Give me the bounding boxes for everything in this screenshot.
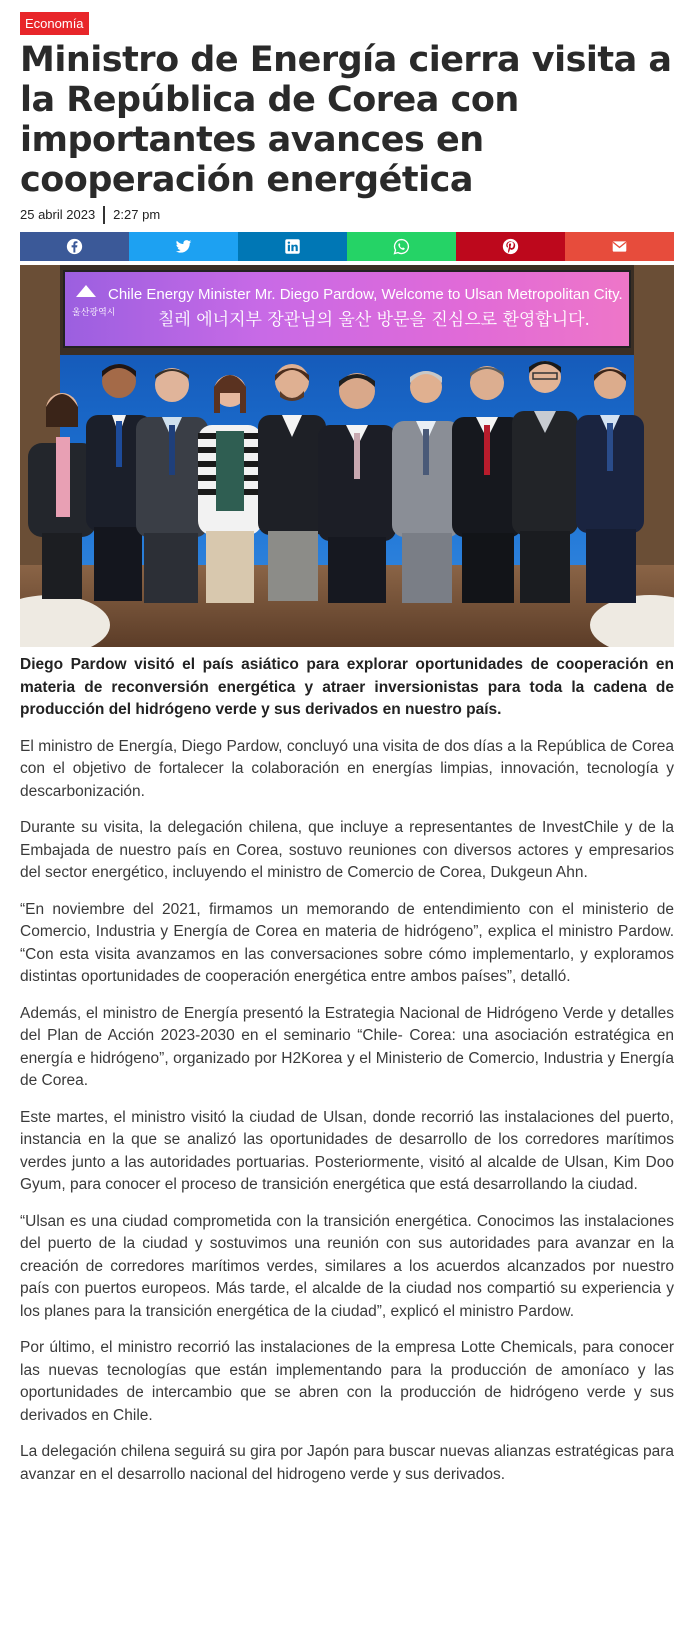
group-photo-illustration <box>20 265 674 647</box>
facebook-icon <box>66 238 83 255</box>
share-facebook-button[interactable] <box>20 232 129 261</box>
article-meta <box>20 206 674 224</box>
article-paragraph: Durante su visita, la delegación chilena, que incluye a representantes de InvestChile y de la Embajada de nuestro país en Corea, sostuvo reuniones con diversos actores y empresarios del sector energético, incluyendo el ministro de Comercio de Corea, Dukgeun Ahn. <box>20 819 674 881</box>
banner-english-text: Chile Energy Minister Mr. Diego Pardow, Welcome to Ulsan Metropolitan City. <box>108 286 623 303</box>
article-body <box>20 736 674 1487</box>
whatsapp-icon <box>393 238 410 255</box>
share-linkedin-button[interactable] <box>238 232 347 261</box>
email-icon <box>611 238 628 255</box>
share-twitter-button[interactable] <box>129 232 238 261</box>
article-photo <box>20 265 674 647</box>
article-paragraph: El ministro de Energía, Diego Pardow, concluyó una visita de dos días a la República de Corea con el objetivo de fortalecer la colaboración en energías limpias, innovación, tecnología y descarbonización. <box>20 737 674 800</box>
publish-date: 25 abril 2023 <box>20 207 96 222</box>
category-badge[interactable]: Economía <box>20 12 89 35</box>
article-lead: Diego Pardow visitó el país asiático para explorar oportunidades de cooperación en materia de reconversión energética y atraer inversionistas para toda la cadena de producción del hidrógeno verde y sus derivados en nuestro país. <box>20 656 674 718</box>
meta-divider <box>103 206 105 224</box>
article-paragraph: Este martes, el ministro visitó la ciudad de Ulsan, donde recorrió las instalaciones del puerto, instancia en la que se analizó las oportunidades de desarrollo de los corredores marítimos verdes junto a las autoridades portuarias. Posteriormente, visitó al alcalde de Ulsan, Kim Doo Gyum, para conocer el proceso de transición energética que está desarrollando la ciudad. <box>20 1108 674 1193</box>
article-title: Ministro de Energía cierra visita a la República de Corea con importantes avances en cooperación energética <box>20 40 672 200</box>
article <box>20 12 674 1486</box>
pinterest-icon <box>502 238 519 255</box>
twitter-icon <box>175 238 192 255</box>
share-pinterest-button[interactable] <box>456 232 565 261</box>
article-paragraph: “Ulsan es una ciudad comprometida con la transición energética. Conocimos las instalaciones del puerto de la ciudad y sostuvimos una reunión con sus autoridades para avanzar en la creación de corredores marítimos verdes, similares a los acuerdos alcanzados por nuestro país con puertos europeos. Más tarde, el alcalde de la ciudad nos compartió su experiencia y los planes para la transición energética de la ciudad”, explicó el ministro Pardow. <box>20 1212 674 1320</box>
publish-time: 2:27 pm <box>113 207 161 222</box>
article-paragraph: La delegación chilena seguirá su gira por Japón para buscar nuevas alianzas estratégicas para avanzar en el desarrollo nacional del hidrogeno verde y sus derivados. <box>20 1443 674 1483</box>
article-paragraph: Por último, el ministro recorrió las instalaciones de la empresa Lotte Chemicals, para conocer las nuevas tecnologías que están implementando para la producción de amoníaco y las oportunidades de intercambio que se abren con la producción de hidrógeno verde y sus derivados en Chile. <box>20 1339 674 1424</box>
banner-korean-text: 칠레 에너지부 장관님의 울산 방문을 진심으로 환영합니다. <box>158 310 590 330</box>
linkedin-icon <box>284 238 301 255</box>
share-email-button[interactable] <box>565 232 674 261</box>
share-whatsapp-button[interactable] <box>347 232 456 261</box>
share-bar <box>20 232 674 261</box>
banner-logo-text: 울산광역시 <box>72 308 116 318</box>
article-paragraph: Además, el ministro de Energía presentó la Estrategia Nacional de Hidrógeno Verde y detalles del Plan de Acción 2023-2030 en el seminario “Chile- Corea: una asociación estratégica en energía e hidrógeno”, organizado por H2Korea y el Ministerio de Comercio, Industria y Energía de Corea. <box>20 1004 674 1089</box>
article-paragraph: “En noviembre del 2021, firmamos un memorando de entendimiento con el ministerio de Comercio, Industria y Energía de Corea en materia de hidrógeno”, explica el ministro Pardow. “Con esta visita avanzamos en las conversaciones sobre cómo implementarlo, y exploramos distintas oportunidades de cooperación energética entre ambos países”, detalló. <box>20 900 674 985</box>
